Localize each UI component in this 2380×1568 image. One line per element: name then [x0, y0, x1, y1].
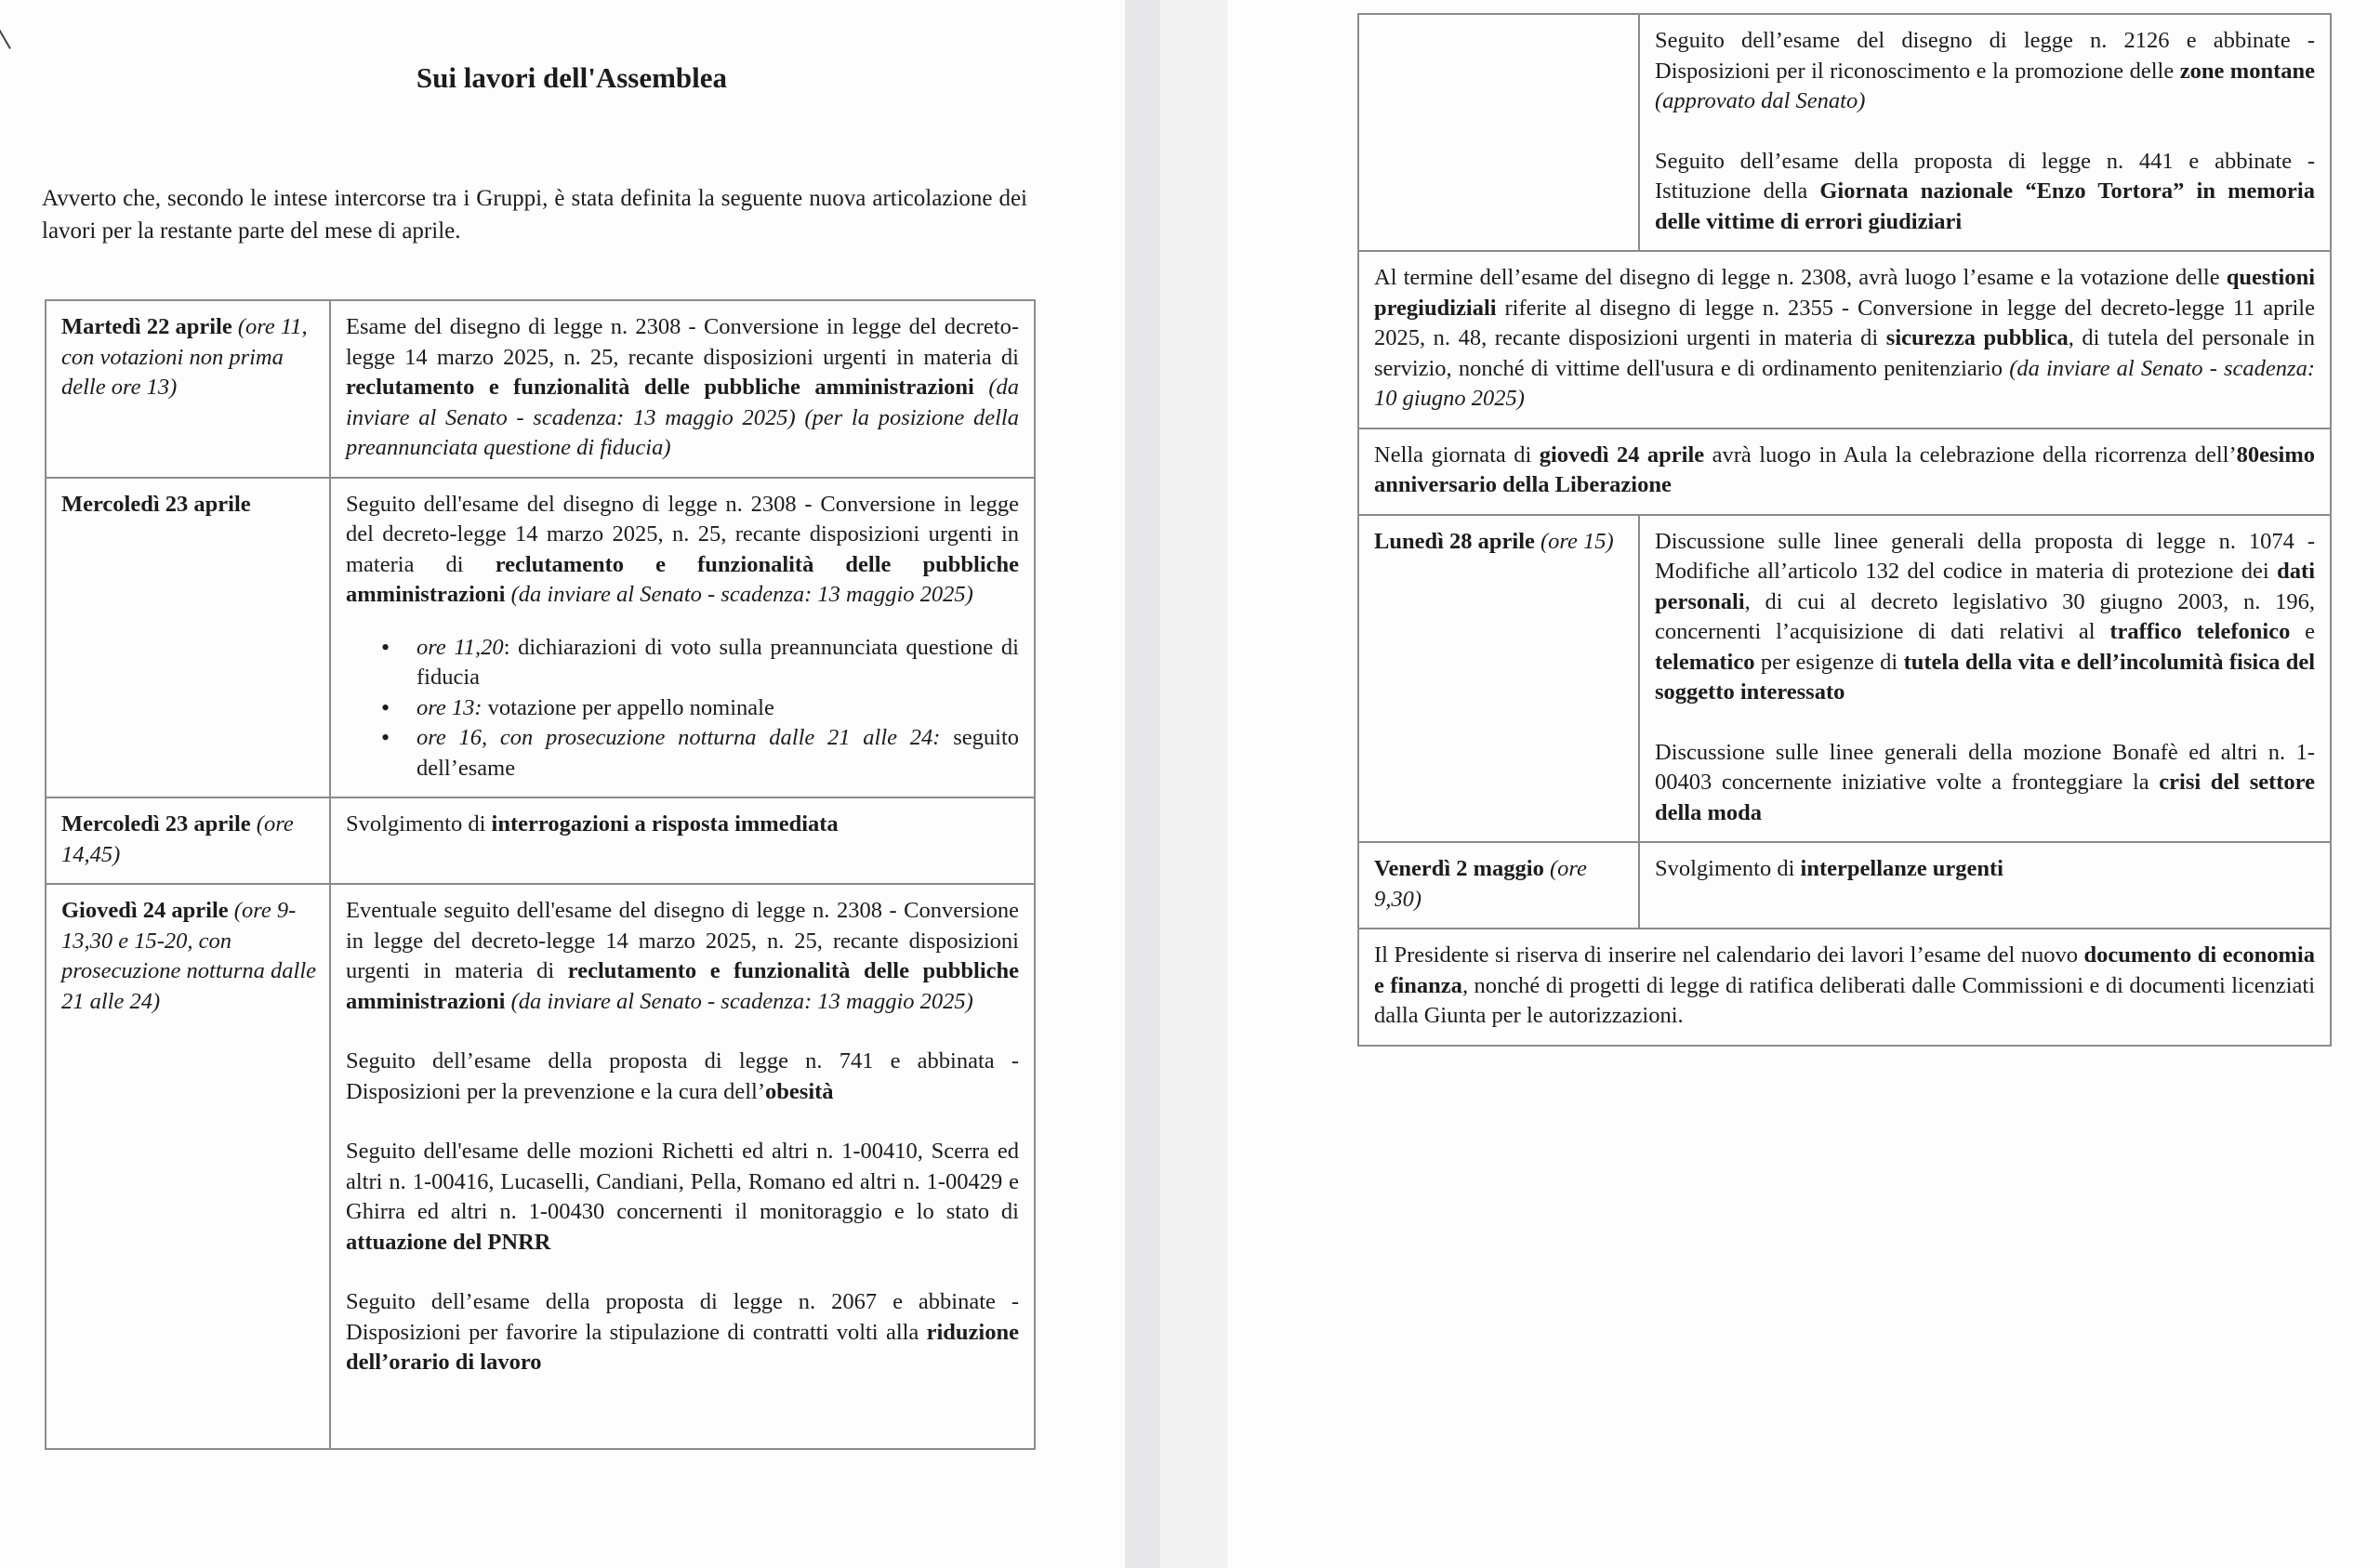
agenda-paragraph: [346, 1137, 1019, 1258]
day-note: (ore 9-13,30 e 15-20, con prosecuzione notturna dalle 21 alle 24): [61, 898, 317, 1014]
time-text: seguito dell’esame: [416, 725, 1019, 781]
list-item: [416, 723, 1019, 784]
agenda-bold: interrogazioni a risposta immediata: [491, 811, 839, 837]
agenda-bold: telematico: [1655, 649, 1755, 675]
agenda-bold: attuazione del PNRR: [346, 1229, 551, 1255]
agenda-text: Seguito dell’esame della proposta di legge n. 2067 e abbinate - Disposizioni per favorire la stipulazione di contratti volti alla: [346, 1289, 1019, 1345]
agenda-text: per esigenze di: [1754, 649, 1904, 675]
note-text: Il Presidente si riserva di inserire nel calendario dei lavori l’esame del nuovo: [1374, 942, 2084, 968]
agenda-text: Seguito dell'esame delle mozioni Richetti ed altri n. 1-00410, Scerra ed altri n. 1-00416, Lucaselli, Candiani, Pella, Romano ed altri n. 1-00429 e Ghirra ed altri n. 1-00430 concernenti il monitoraggio e lo stato di: [346, 1139, 1019, 1224]
agenda-cell: [1639, 515, 2331, 843]
agenda-paragraph: [346, 1287, 1019, 1378]
time-list: [346, 633, 1019, 784]
agenda-paragraph: [1655, 26, 2315, 117]
day-cell: [46, 884, 330, 1449]
agenda-text: Eventuale seguito dell'esame del disegno di legge n. 2308 - Conversione in legge del decreto-legge 14 marzo 2025, n. 25, recante disposizioni urgenti in materia di: [346, 898, 1019, 983]
agenda-text: Svolgimento di: [1655, 856, 1801, 881]
agenda-bold: reclutamento e funzionalità delle pubbliche amministrazioni: [346, 551, 1019, 607]
table-row: [46, 797, 1035, 884]
agenda-text: Seguito dell’esame del disegno di legge n. 2126 e abbinate - Disposizioni per il riconoscimento e la promozione delle: [1655, 28, 2315, 84]
agenda-cell: [330, 478, 1035, 798]
agenda-bold: dati personali: [1655, 559, 2315, 614]
day-note: (ore 14,45): [61, 811, 294, 867]
note-bold: 80esimo anniversario della Liberazione: [1374, 441, 2315, 497]
agenda-text: Seguito dell’esame della proposta di legge n. 441 e abbinate - Istituzione della: [1655, 148, 2315, 204]
note-bold: sicurezza pubblica: [1885, 325, 2069, 350]
note-text: avrà luogo in Aula la celebrazione della ricorrenza dell’: [1704, 441, 2237, 468]
note-italic: (da inviare al Senato - scadenza: 10 giugno 2025): [1374, 355, 2315, 411]
table-row: [46, 300, 1035, 478]
agenda-bold: traffico telefonico: [2109, 619, 2291, 644]
list-item: [416, 693, 1019, 724]
agenda-cell: [1639, 842, 2331, 929]
schedule-table-left: [45, 299, 1036, 1450]
day-cell: [1358, 842, 1639, 929]
note-cell: [1358, 929, 2331, 1046]
day-label: Venerdì 2 maggio: [1374, 856, 1544, 881]
agenda-text: e: [2290, 619, 2315, 644]
time-text: votazione per appello nominale: [482, 694, 774, 720]
day-label: Giovedì 24 aprile: [61, 898, 229, 923]
time-label: ore 13:: [416, 694, 483, 720]
note-text: , di tutela del personale in servizio, nonché di vittime dell'usura e di ordinamento penitenziario: [1374, 325, 2315, 381]
page-gutter-inner: [1160, 0, 1227, 1568]
agenda-bold: Giornata nazionale “Enzo Tortora” in memoria delle vittime di errori giudiziari: [1655, 178, 2315, 234]
agenda-bold: interpellanze urgenti: [1800, 856, 2003, 881]
day-label: Martedì 22 aprile: [61, 314, 232, 339]
agenda-italic: (da inviare al Senato - scadenza: 13 maggio 2025) (per la posizione della preannunciata questione di fiducia): [346, 375, 1019, 460]
day-note: (ore 15): [1540, 528, 1614, 554]
agenda-text: Svolgimento di: [346, 811, 492, 837]
time-text: : dichiarazioni di voto sulla preannunciata questione di fiducia: [416, 634, 1019, 690]
agenda-paragraph: [1655, 527, 2315, 708]
list-item: [416, 633, 1019, 693]
agenda-bold: tutela della vita e dell’incolumità fisica del soggetto interessato: [1655, 649, 2315, 705]
day-label: Lunedì 28 aprile: [1374, 528, 1535, 554]
agenda-italic: (approvato dal Senato): [1655, 88, 1866, 113]
agenda-bold: reclutamento e funzionalità delle pubbliche amministrazioni: [346, 958, 1019, 1014]
day-cell: [1358, 515, 1639, 843]
agenda-bold: crisi del settore della moda: [1655, 770, 2315, 825]
note-text: Al termine dell’esame del disegno di legge n. 2308, avrà luogo l’esame e la votazione delle: [1374, 265, 2227, 290]
page-title: Sui lavori dell'Assemblea: [416, 61, 728, 94]
agenda-bold: riduzione dell’orario di lavoro: [346, 1319, 1019, 1375]
agenda-text: Discussione sulle linee generali della mozione Bonafè ed altri n. 1-00403 concernente iniziative volte a fronteggiare la: [1655, 739, 2315, 795]
agenda-cell: [330, 884, 1035, 1449]
day-note: (ore 9,30): [1374, 856, 1587, 912]
day-cell: [46, 797, 330, 884]
scan-mark: [0, 29, 11, 49]
note-cell: [1358, 428, 2331, 515]
table-row: [1358, 428, 2331, 515]
time-label: ore 16, con prosecuzione notturna dalle 21 alle 24:: [416, 725, 941, 750]
table-row: [1358, 14, 2331, 251]
agenda-cell: [1639, 14, 2331, 251]
day-label: Mercoledì 23 aprile: [61, 491, 251, 517]
note-cell: [1358, 251, 2331, 428]
agenda-cell: [330, 797, 1035, 884]
table-row: [1358, 929, 2331, 1046]
agenda-text: Esame del disegno di legge n. 2308 - Conversione in legge del decreto-legge 14 marzo 2025, n. 25, recante disposizioni urgenti in materia di: [346, 314, 1019, 370]
day-cell: [1358, 14, 1639, 251]
day-cell: [46, 478, 330, 798]
day-note: (ore 11, con votazioni non prima delle ore 13): [61, 314, 308, 400]
agenda-italic: (da inviare al Senato - scadenza: 13 maggio 2025): [505, 582, 973, 607]
time-label: ore 11,20: [416, 634, 504, 660]
table-row: [46, 884, 1035, 1449]
table-row: [1358, 515, 2331, 843]
day-label: Mercoledì 23 aprile: [61, 811, 251, 837]
agenda-cell: [330, 300, 1035, 478]
agenda-paragraph: [346, 490, 1019, 611]
agenda-paragraph: [1655, 738, 2315, 829]
table-row: [1358, 251, 2331, 428]
agenda-paragraph: [346, 1047, 1019, 1107]
schedule-table-right: [1357, 13, 2332, 1047]
agenda-bold: reclutamento e funzionalità delle pubbliche amministrazioni: [346, 375, 974, 400]
agenda-italic: (da inviare al Senato - scadenza: 13 maggio 2025): [505, 988, 973, 1014]
agenda-paragraph: [1655, 147, 2315, 238]
day-cell: [46, 300, 330, 478]
intro-paragraph: Avverto che, secondo le intese intercorse tra i Gruppi, è stata definita la seguente nuova articolazione dei lavori per la restante parte del mese di aprile.: [42, 186, 1027, 244]
agenda-text: Discussione sulle linee generali della proposta di legge n. 1074 - Modifiche all’articolo 132 del codice in materia di protezione dei: [1655, 528, 2315, 584]
table-row: [46, 478, 1035, 798]
agenda-bold: zone montane: [2179, 58, 2315, 84]
note-bold: questioni pregiudiziali: [1374, 265, 2315, 321]
note-bold: giovedì 24 aprile: [1539, 441, 1705, 468]
agenda-text: , di cui al decreto legislativo 30 giugno 2003, n. 196, concernenti l’acquisizione di dati relativi al: [1655, 588, 2315, 644]
note-bold: documento di economia e finanza: [1374, 942, 2315, 998]
note-text: riferite al disegno di legge n. 2355 - Conversione in legge del decreto-legge 11 aprile 2025, n. 48, recante disposizioni urgenti in materia di: [1374, 295, 2315, 350]
note-text: Nella giornata di: [1374, 441, 1540, 468]
table-row: [1358, 842, 2331, 929]
agenda-paragraph: [346, 896, 1019, 1017]
note-text: , nonché di progetti di legge di ratifica deliberati dalle Commissioni e di documenti licenziati dalla Giunta per le autorizzazioni.: [1374, 972, 2315, 1028]
agenda-bold: obesità: [765, 1078, 834, 1104]
agenda-text: Seguito dell’esame della proposta di legge n. 741 e abbinata - Disposizioni per la prevenzione e la cura dell’: [346, 1048, 1019, 1104]
agenda-text: Seguito dell'esame del disegno di legge n. 2308 - Conversione in legge del decreto-legge 14 marzo 2025, n. 25, recante disposizioni urgenti in materia di: [346, 491, 1019, 577]
